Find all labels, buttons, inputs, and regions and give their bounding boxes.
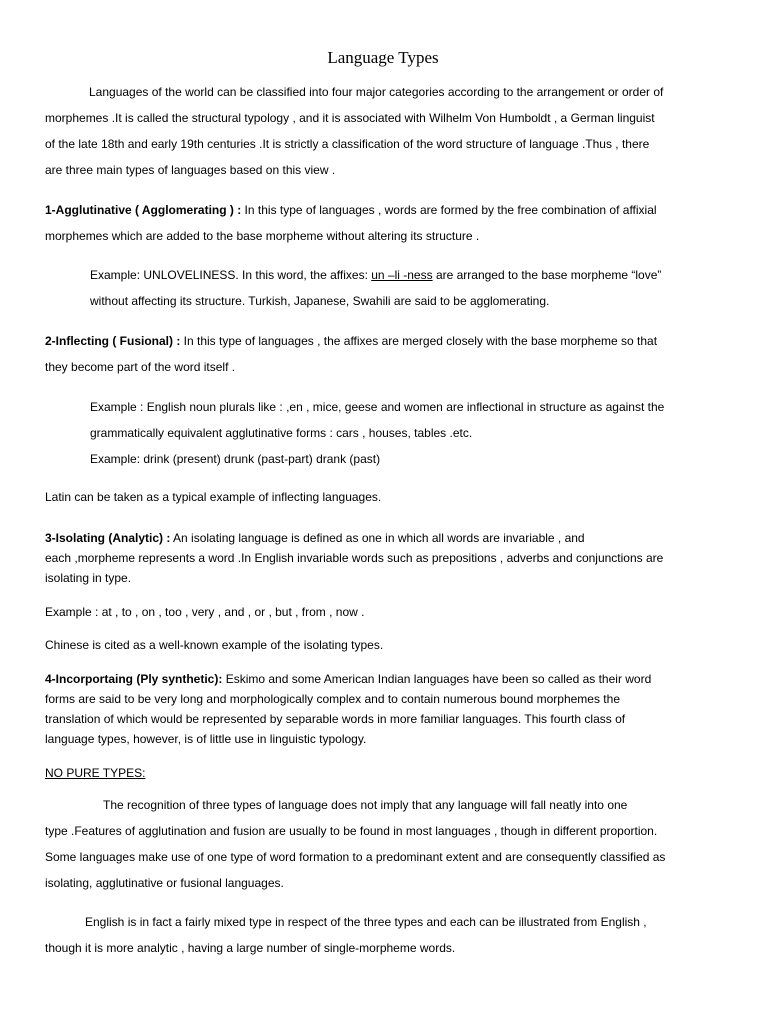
inflecting-line — [45, 328, 721, 354]
agglutinative-heading: 1-Agglutinative ( Agglomerating ) : — [45, 203, 242, 217]
no-pure-paragraph-1 — [45, 792, 721, 896]
paragraph-line: The recognition of three types of language does not imply that any language will fall neatly into one — [103, 798, 628, 812]
incorporating-text: Eskimo and some American Indian languages have been so called as their word — [222, 672, 652, 686]
isolating-example: Example : at , to , on , too , very , and , or , but , from , now . — [45, 605, 365, 619]
incorporating-line: translation of which would be represented by separable words in more familiar languages. This fourth class of — [45, 712, 626, 726]
agglutinative-line — [45, 197, 721, 223]
inflecting-example-line: grammatically equivalent agglutinative forms : cars , houses, tables .etc. — [90, 426, 473, 440]
paragraph-line: English is in fact a fairly mixed type in respect of the three types and each can be illustrated from English , — [85, 915, 647, 929]
inflecting-heading: 2-Inflecting ( Fusional) : — [45, 334, 181, 348]
isolating-line — [45, 528, 721, 548]
intro-line: are three main types of languages based on this view . — [45, 163, 336, 177]
isolating-section — [45, 528, 721, 588]
agglutinative-section — [45, 197, 721, 249]
intro-line: Languages of the world can be classified into four major categories according to the arrangement or order of — [89, 85, 664, 99]
example-text: Example: UNLOVELINESS. In this word, the affixes: — [90, 268, 372, 282]
incorporating-line: language types, however, is of little use in linguistic typology. — [45, 732, 367, 746]
isolating-line: each ,morpheme represents a word .In English invariable words such as prepositions , adverbs and conjunctions are — [45, 551, 664, 565]
agglutinative-text: In this type of languages , words are formed by the free combination of affixial — [241, 203, 657, 217]
isolating-line: isolating in type. — [45, 571, 132, 585]
paragraph-line: though it is more analytic , having a large number of single-morpheme words. — [45, 941, 456, 955]
no-pure-types-heading: NO PURE TYPES: — [45, 766, 146, 780]
example-text: are arranged to the base morpheme “love” — [432, 268, 662, 282]
intro-line: of the late 18th and early 19th centuries .It is strictly a classification of the word structure of language .Thus , there — [45, 137, 650, 151]
latin-note: Latin can be taken as a typical example of inflecting languages. — [45, 490, 382, 504]
paragraph-line: isolating, agglutinative or fusional languages. — [45, 876, 284, 890]
chinese-note: Chinese is cited as a well-known example of the isolating types. — [45, 638, 384, 652]
agglutinative-line: morphemes which are added to the base morpheme without altering its structure . — [45, 229, 480, 243]
paragraph-line: type .Features of agglutination and fusion are usually to be found in most languages , though in different proportion. — [45, 824, 658, 838]
incorporating-line: forms are said to be very long and morphologically complex and to contain numerous bound morphemes the — [45, 692, 620, 706]
inflecting-text: In this type of languages , the affixes are merged closely with the base morpheme so that — [180, 334, 658, 348]
intro-paragraph — [45, 79, 721, 183]
inflecting-section — [45, 328, 721, 380]
affixes-underlined: un –li -ness — [371, 268, 433, 282]
inflecting-example-line: Example : English noun plurals like : ,en , mice, geese and women are inflectional in structure as against the — [90, 400, 665, 414]
agglutinative-example-line — [90, 262, 721, 288]
inflecting-line: they become part of the word itself . — [45, 360, 236, 374]
paragraph-line: Some languages make use of one type of word formation to a predominant extent and are consequently classified as — [45, 850, 666, 864]
intro-line: morphemes .It is called the structural typology , and it is associated with Wilhelm Von Humboldt , a German linguist — [45, 111, 655, 125]
agglutinative-example-line: without affecting its structure. Turkish, Japanese, Swahili are said to be agglomerating. — [90, 294, 550, 308]
agglutinative-example — [90, 262, 721, 314]
document-title: Language Types — [327, 48, 439, 67]
no-pure-paragraph-2 — [45, 909, 721, 961]
isolating-text: An isolating language is defined as one in which all words are invariable , and — [170, 531, 585, 545]
inflecting-example-line: Example: drink (present) drunk (past-part) drank (past) — [90, 452, 381, 466]
incorporating-heading: 4-Incorportaing (Ply synthetic): — [45, 672, 223, 686]
inflecting-example — [90, 394, 721, 472]
incorporating-section — [45, 669, 721, 749]
incorporating-line — [45, 669, 721, 689]
isolating-heading: 3-Isolating (Analytic) : — [45, 531, 171, 545]
